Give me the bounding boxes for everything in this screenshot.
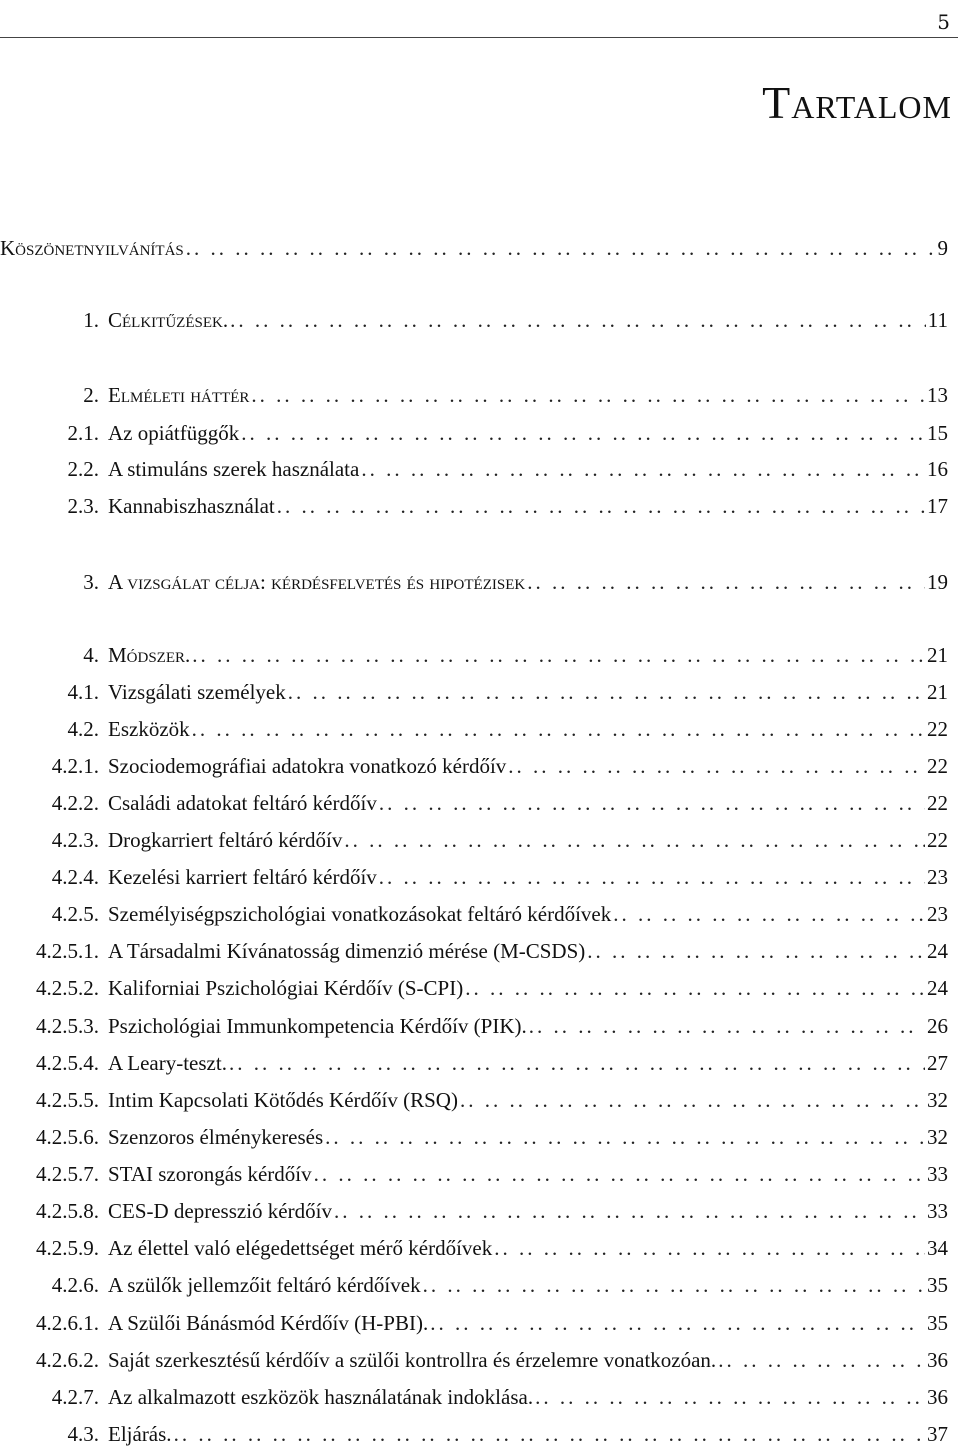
- toc-entry-label: A Szülői Bánásmód Kérdőív (H-PBI).: [108, 1311, 429, 1335]
- toc-entry[interactable]: [0, 1046, 948, 1080]
- toc-dot-leader: [241, 416, 925, 450]
- toc-entry-number: 4.2.5.2.: [36, 976, 99, 1000]
- toc-entry-page: 35: [927, 1273, 948, 1297]
- toc-entry-page: 24: [927, 976, 948, 1000]
- toc-entry-page: 22: [927, 828, 948, 852]
- toc-entry-page: 26: [927, 1014, 948, 1038]
- toc-entry-label: A Leary-teszt.: [108, 1051, 227, 1075]
- toc-dot-leader: [379, 860, 925, 894]
- toc-entry-page: 22: [927, 791, 948, 815]
- toc-dot-leader: [229, 1046, 925, 1080]
- toc-entry-page: 33: [927, 1199, 948, 1223]
- toc-entry[interactable]: [0, 1306, 948, 1340]
- toc-entry[interactable]: [0, 638, 948, 672]
- toc-entry-label: A vizsgálat célja: kérdésfelvetés és hipotézisek: [108, 570, 526, 594]
- toc-dot-leader: [508, 749, 925, 783]
- toc-entry-number: 4.2.4.: [51, 865, 99, 889]
- toc-entry-number: 4.2.5.9.: [36, 1236, 99, 1260]
- toc-entry[interactable]: [0, 1194, 948, 1228]
- toc-entry[interactable]: [0, 1231, 948, 1265]
- toc-entry-page: 23: [927, 865, 948, 889]
- toc-entry-page: 36: [927, 1348, 948, 1372]
- toc-entry[interactable]: [0, 303, 948, 337]
- toc-dot-leader: [230, 303, 926, 337]
- toc-entry[interactable]: [0, 897, 948, 931]
- toc-entry-page: 33: [927, 1162, 948, 1186]
- toc-entry-page: 24: [927, 939, 948, 963]
- toc-entry-page: 23: [927, 902, 948, 926]
- toc-dot-leader: [174, 1417, 925, 1451]
- toc-dot-leader: [344, 823, 925, 857]
- toc-entry-label: CES-D depresszió kérdőív: [108, 1199, 332, 1223]
- toc-entry-page: 9: [937, 236, 948, 260]
- toc-entry[interactable]: [0, 1268, 948, 1302]
- page-number: 5: [937, 10, 950, 34]
- toc-dot-leader: [251, 378, 925, 412]
- toc-entry-label: Módszer.: [108, 643, 191, 667]
- toc-entry-number: 4.2.5.4.: [36, 1051, 99, 1075]
- toc-entry-label: Kannabiszhasználat: [108, 494, 275, 518]
- toc-entry-number: 4.2.7.: [51, 1385, 99, 1409]
- toc-entry-label: Köszönetnyilvánítás: [0, 236, 184, 260]
- toc-dot-leader: [465, 971, 925, 1005]
- toc-dot-leader: [325, 1120, 925, 1154]
- toc-dot-leader: [334, 1194, 925, 1228]
- toc-entry-label: Személyiségpszichológiai vonatkozásokat feltáró kérdőívek: [108, 902, 612, 926]
- toc-entry-number: 1.: [83, 308, 99, 332]
- toc-entry-number: 2.1.: [67, 421, 99, 445]
- header-rule: [0, 37, 958, 38]
- toc-entry-number: 4.2.6.1.: [36, 1311, 99, 1335]
- toc-entry-page: 21: [927, 643, 948, 667]
- toc-dot-leader: [423, 1268, 925, 1302]
- toc-entry[interactable]: [0, 452, 948, 486]
- toc-entry[interactable]: [0, 489, 948, 523]
- toc-dot-leader: [494, 1231, 925, 1265]
- toc-dot-leader: [527, 565, 925, 599]
- toc-entry-number: 4.2.5.3.: [36, 1014, 99, 1038]
- toc-entry-label: Eszközök: [108, 717, 190, 741]
- toc-entry[interactable]: [0, 416, 948, 450]
- toc-entry-label: STAI szorongás kérdőív: [108, 1162, 312, 1186]
- toc-entry[interactable]: [0, 1083, 948, 1117]
- toc-entry-number: 4.2.5.8.: [36, 1199, 99, 1223]
- toc-entry[interactable]: [0, 971, 948, 1005]
- toc-entry-page: 11: [927, 308, 948, 332]
- toc-entry[interactable]: [0, 231, 948, 265]
- toc-entry-number: 4.2.3.: [51, 828, 99, 852]
- toc-dot-leader: [718, 1343, 925, 1377]
- toc-entry[interactable]: [0, 1417, 948, 1451]
- toc-entry-label: A stimuláns szerek használata: [108, 457, 360, 481]
- toc-entry-number: 4.3.: [67, 1422, 99, 1446]
- toc-entry-number: 4.2.6.: [51, 1273, 99, 1297]
- toc-entry-label: Szenzoros élménykeresés: [108, 1125, 324, 1149]
- toc-entry-label: Pszichológiai Immunkompetencia Kérdőív (PIK).: [108, 1014, 527, 1038]
- toc-entry-page: 22: [927, 754, 948, 778]
- toc-entry-label: Az élettel való elégedettséget mérő kérdőívek: [108, 1236, 493, 1260]
- toc-entry-number: 4.2.2.: [51, 791, 99, 815]
- toc-entry[interactable]: [0, 1343, 948, 1377]
- toc-entry-page: 27: [927, 1051, 948, 1075]
- toc-entry-number: 4.2.5.: [51, 902, 99, 926]
- toc-entry[interactable]: [0, 1009, 948, 1043]
- toc-dot-leader: [314, 1157, 925, 1191]
- toc-entry-number: 4.2.5.1.: [36, 939, 99, 963]
- toc-entry-label: Szociodemográfiai adatokra vonatkozó kérdőív: [108, 754, 507, 778]
- toc-dot-leader: [192, 638, 925, 672]
- toc-entry-number: 3.: [83, 570, 99, 594]
- toc-entry-number: 4.2.6.2.: [36, 1348, 99, 1372]
- toc-entry-label: Kezelési karriert feltáró kérdőív: [108, 865, 377, 889]
- toc-entry[interactable]: [0, 675, 948, 709]
- toc-entry-page: 17: [927, 494, 948, 518]
- toc-entry-label: Családi adatokat feltáró kérdőív: [108, 791, 377, 815]
- toc-entry-label: Az alkalmazott eszközök használatának indoklása.: [108, 1385, 534, 1409]
- toc-entry-label: Saját szerkesztésű kérdőív a szülői kontrollra és érzelemre vonatkozóan.: [108, 1348, 717, 1372]
- toc-entry[interactable]: [0, 786, 948, 820]
- toc-dot-leader: [361, 452, 925, 486]
- toc-entry-number: 2.2.: [67, 457, 99, 481]
- toc-entry-number: 4.2.: [67, 717, 99, 741]
- toc-entry-number: 4.: [83, 643, 99, 667]
- page-title: Tartalom: [762, 77, 952, 128]
- toc-dot-leader: [535, 1380, 925, 1414]
- toc-entry-page: 22: [927, 717, 948, 741]
- toc-dot-leader: [460, 1083, 925, 1117]
- toc-entry[interactable]: [0, 378, 948, 412]
- toc-dot-leader: [192, 712, 925, 746]
- toc-entry-page: 13: [927, 383, 948, 407]
- toc-entry-number: 4.2.5.5.: [36, 1088, 99, 1112]
- toc-entry[interactable]: [0, 823, 948, 857]
- toc-entry[interactable]: [0, 934, 948, 968]
- toc-entry-number: 4.1.: [67, 680, 99, 704]
- toc-entry-label: Célkitűzések.: [108, 308, 229, 332]
- toc-entry-page: 21: [927, 680, 948, 704]
- toc-entry-label: A Társadalmi Kívánatosság dimenzió mérése (M-CSDS): [108, 939, 586, 963]
- toc-entry-label: Vizsgálati személyek: [108, 680, 286, 704]
- toc-entry-label: Drogkarriert feltáró kérdőív: [108, 828, 343, 852]
- toc-entry-number: 4.2.5.7.: [36, 1162, 99, 1186]
- toc-entry-page: 37: [927, 1422, 948, 1446]
- toc-dot-leader: [613, 897, 925, 931]
- toc-entry[interactable]: [0, 860, 948, 894]
- toc-entry-page: 34: [927, 1236, 948, 1260]
- toc-entry-page: 36: [927, 1385, 948, 1409]
- toc-entry-label: Kaliforniai Pszichológiai Kérdőív (S-CPI): [108, 976, 464, 1000]
- toc-entry-number: 2.3.: [67, 494, 99, 518]
- toc-dot-leader: [430, 1306, 925, 1340]
- toc-entry-label: Elméleti háttér: [108, 383, 250, 407]
- toc-entry[interactable]: [0, 565, 948, 599]
- toc-entry[interactable]: [0, 1380, 948, 1414]
- toc-entry[interactable]: [0, 749, 948, 783]
- toc-dot-leader: [186, 231, 936, 265]
- toc-entry[interactable]: [0, 1157, 948, 1191]
- toc-entry-number: 4.2.1.: [51, 754, 99, 778]
- toc-entry-page: 16: [927, 457, 948, 481]
- toc-entry-label: Az opiátfüggők: [108, 421, 240, 445]
- toc-dot-leader: [277, 489, 925, 523]
- toc-entry-page: 32: [927, 1125, 948, 1149]
- toc-dot-leader: [587, 934, 925, 968]
- toc-entry-page: 35: [927, 1311, 948, 1335]
- toc-entry-page: 32: [927, 1088, 948, 1112]
- toc-dot-leader: [379, 786, 925, 820]
- toc-entry-label: A szülők jellemzőit feltáró kérdőívek: [108, 1273, 421, 1297]
- toc-entry-number: 4.2.5.6.: [36, 1125, 99, 1149]
- toc-entry-label: Intim Kapcsolati Kötődés Kérdőív (RSQ): [108, 1088, 458, 1112]
- toc-entry-label: Eljárás.: [108, 1422, 172, 1446]
- toc-entry-number: 2.: [83, 383, 99, 407]
- toc-entry[interactable]: [0, 712, 948, 746]
- toc-entry-page: 15: [927, 421, 948, 445]
- toc-entry-page: 19: [927, 570, 948, 594]
- toc-dot-leader: [529, 1009, 925, 1043]
- toc-entry[interactable]: [0, 1120, 948, 1154]
- toc-dot-leader: [288, 675, 925, 709]
